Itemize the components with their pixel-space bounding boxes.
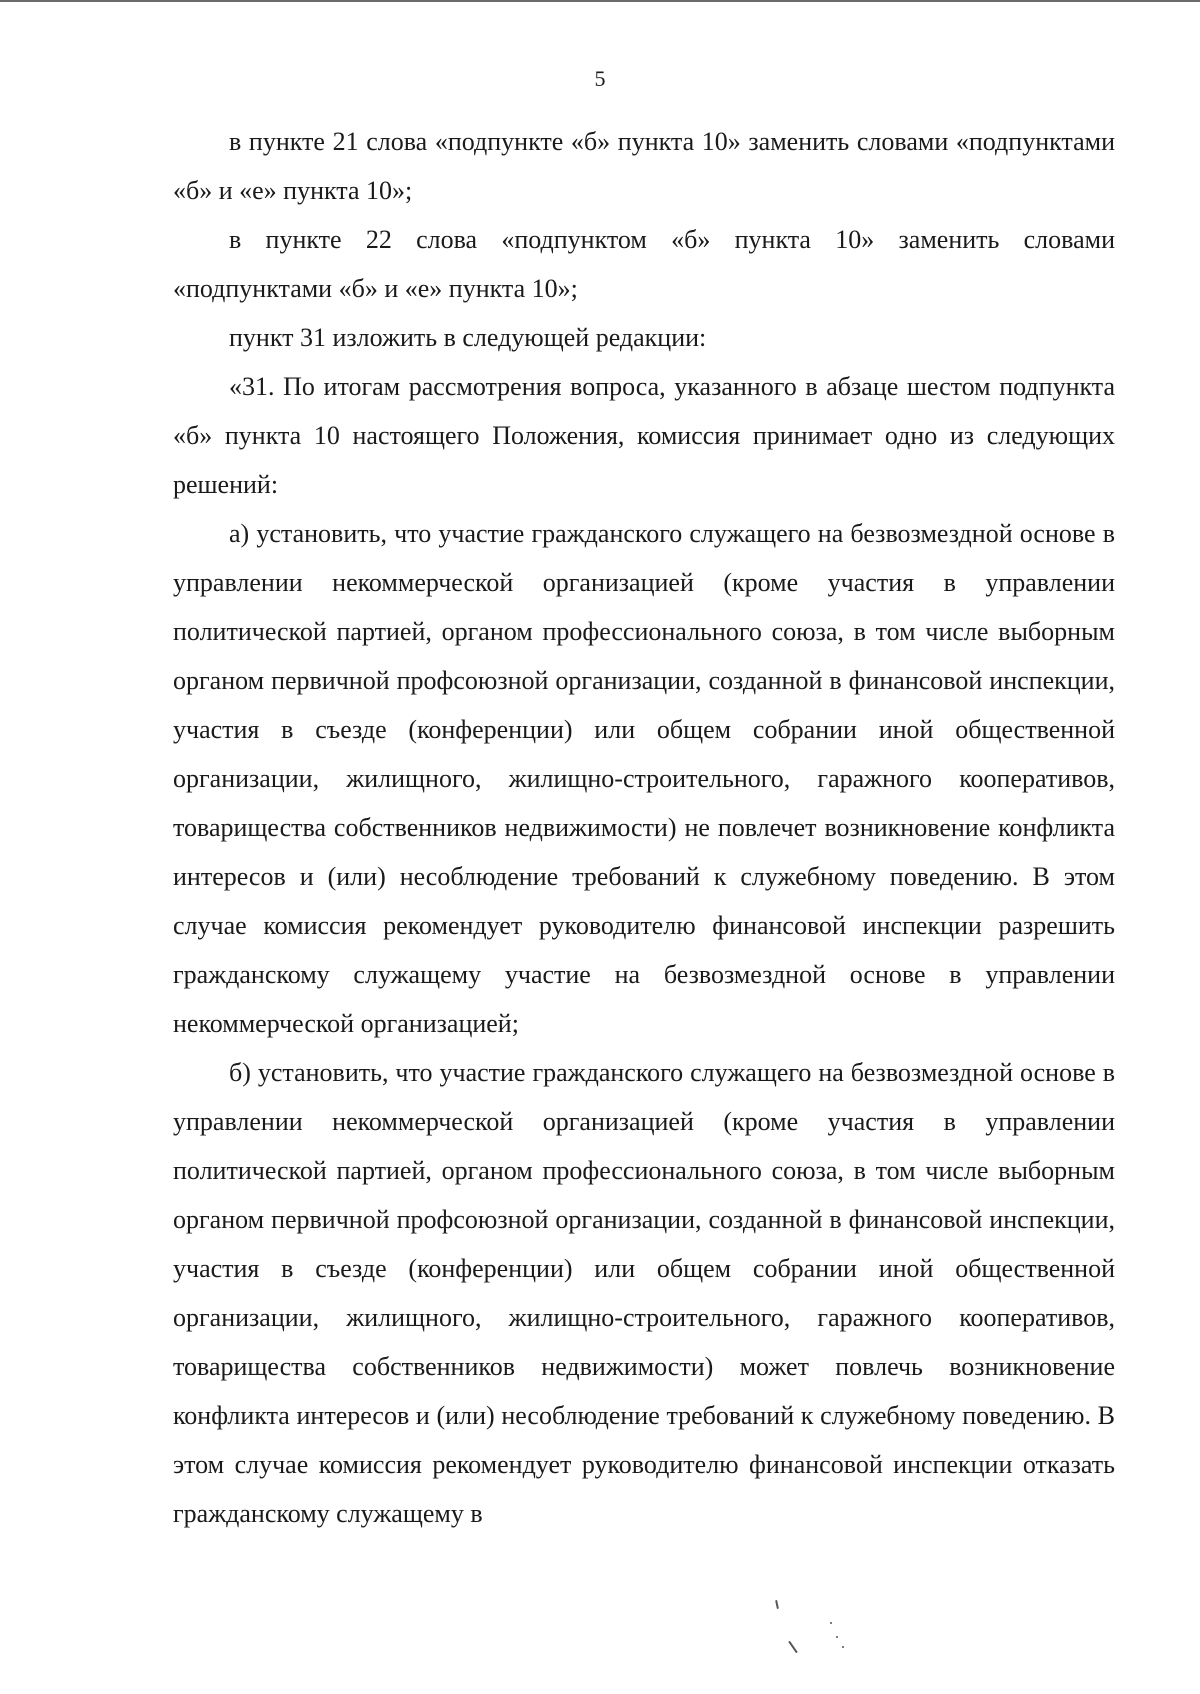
paragraph-item-22: в пункте 22 слова «подпунктом «б» пункта 10» заменить словами «подпунктами «б» и «е» пункта 10»;: [173, 225, 1115, 303]
paragraph-item-31-intro: пункт 31 изложить в следующей редакции:: [229, 323, 707, 352]
scan-speck: [830, 1622, 832, 1624]
paragraph-subitem-b: б) установить, что участие гражданского служащего на безвозмездной основе в управлении некоммерческой организацией (кроме участия в управлении политической партией, органом профессионального союза, в том числе выборным органом первичной профсоюзной организации, созданной в финансовой инспекции, участия в съезде (конференции) или общем собрании иной общественной организации, жилищного, жилищно-строительного, гаражного кооперативов, товарищества собственников недвижимости) может повлечь возникновение конфликта интересов и (или) несоблюдение требований к служебному поведению. В этом случае комиссия рекомендует руководителю финансовой инспекции отказать гражданскому служащему в: [173, 1058, 1115, 1528]
document-body: [173, 117, 1115, 1538]
scan-speck: [788, 1641, 798, 1654]
page-top-border: [0, 0, 1200, 2]
scan-speck: [842, 1646, 844, 1648]
page-number: 5: [594, 66, 606, 91]
paragraph-subitem-a: а) установить, что участие гражданского служащего на безвозмездной основе в управлении некоммерческой организацией (кроме участия в управлении политической партией, органом профессионального союза, в том числе выборным органом первичной профсоюзной организации, созданной в финансовой инспекции, участия в съезде (конференции) или общем собрании иной общественной организации, жилищного, жилищно-строительного, гаражного кооперативов, товарищества собственников недвижимости) не повлечет возникновение конфликта интересов и (или) несоблюдение требований к служебному поведению. В этом случае комиссия рекомендует руководителю финансовой инспекции разрешить гражданскому служащему участие на безвозмездной основе в управлении некоммерческой организацией;: [173, 519, 1115, 1038]
paragraph-item-31-text: «31. По итогам рассмотрения вопроса, указанного в абзаце шестом подпункта «б» пункта 10 настоящего Положения, комиссия принимает одно из следующих решений:: [173, 372, 1115, 499]
scan-speck: [775, 1600, 779, 1609]
scan-speck: [836, 1636, 838, 1638]
paragraph-item-21: в пункте 21 слова «подпункте «б» пункта 10» заменить словами «подпунктами «б» и «е» пункта 10»;: [173, 127, 1115, 205]
